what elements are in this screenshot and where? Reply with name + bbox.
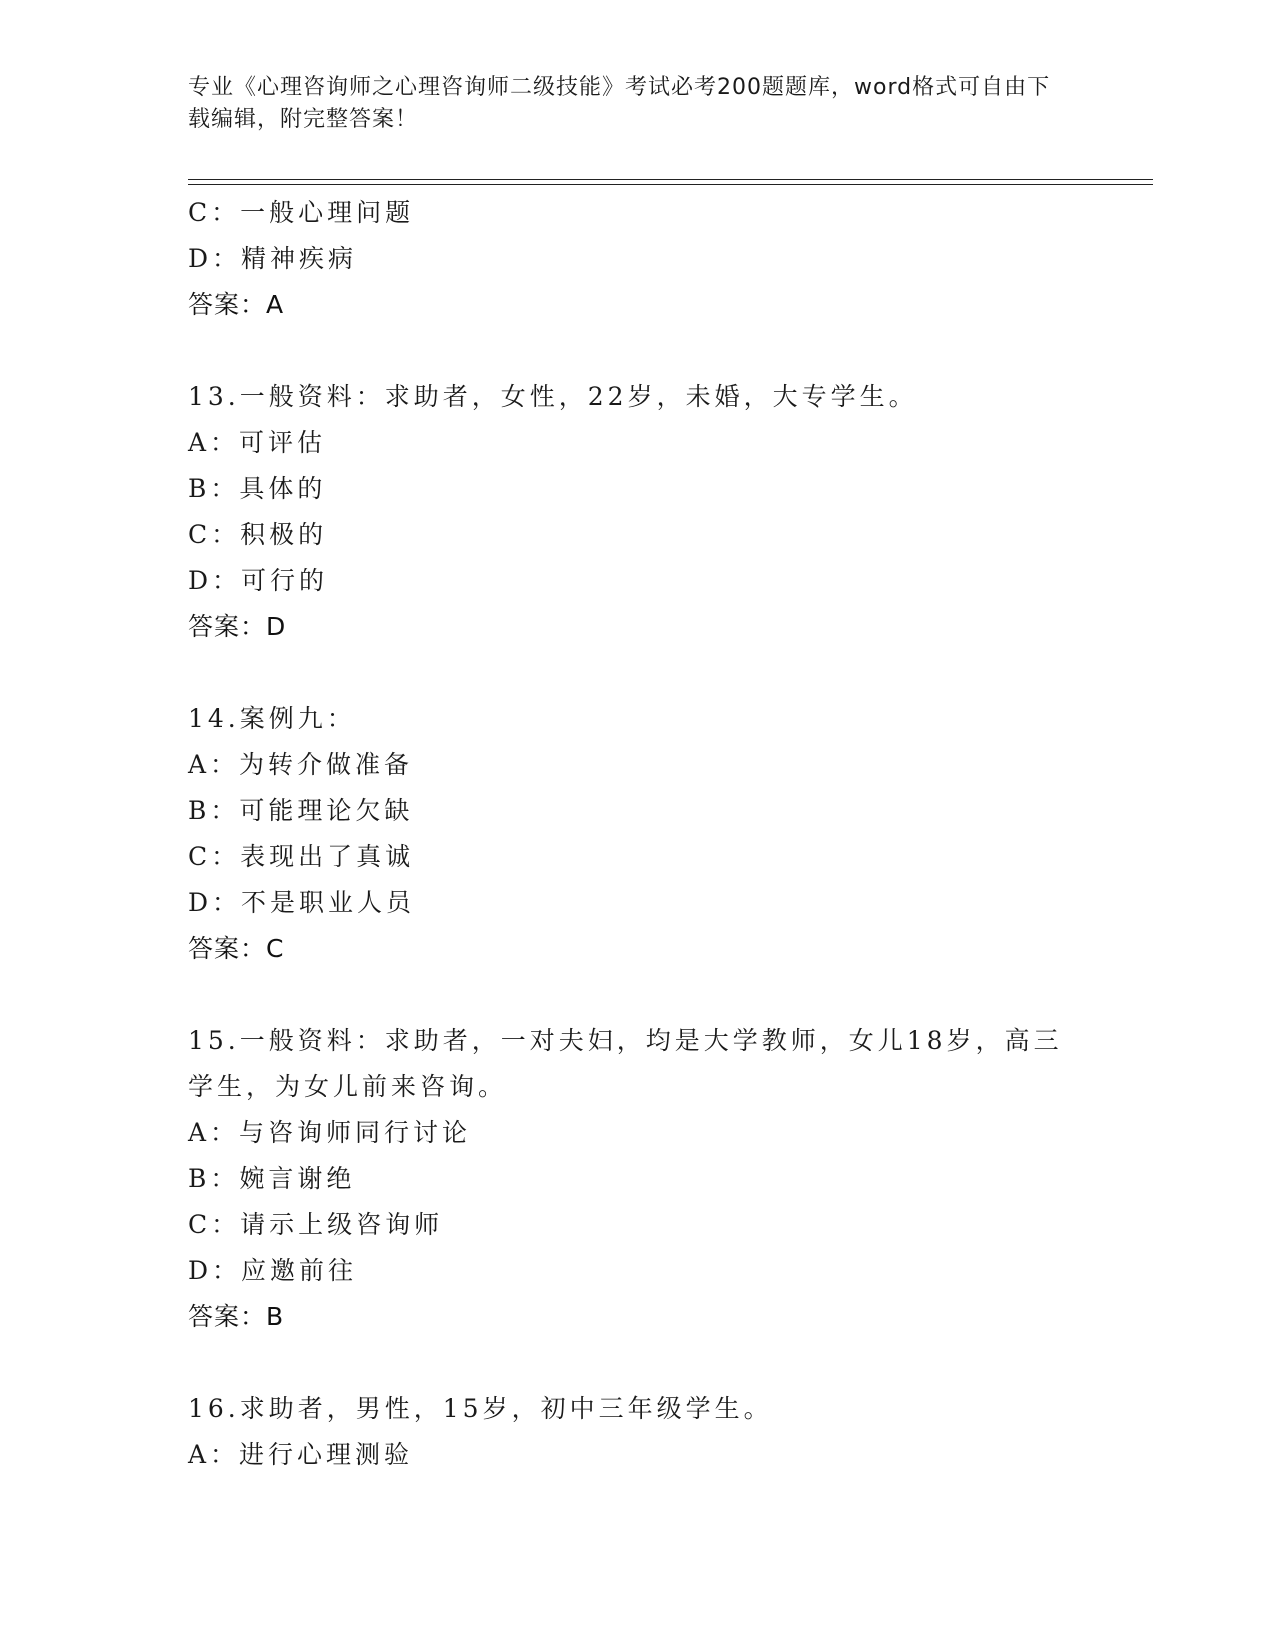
answer-line: 答案：B — [188, 1302, 285, 1331]
option-a: A：为转介做准备 — [188, 750, 414, 779]
spacer — [188, 1340, 1068, 1386]
option-a: A：进行心理测验 — [188, 1440, 414, 1469]
option-b: B：可能理论欠缺 — [188, 796, 414, 825]
question-14: 14.案例九： — [188, 704, 356, 733]
question-list — [188, 190, 1068, 1478]
option-c: C：一般心理问题 — [188, 198, 415, 227]
spacer — [188, 328, 1068, 374]
header-divider-bottom — [188, 184, 1153, 185]
question-15: 15.一般资料：求助者，一对夫妇，均是大学教师，女儿18岁，高三学生，为女儿前来咨询。 — [188, 1026, 1063, 1101]
option-b: B：婉言谢绝 — [188, 1164, 356, 1193]
spacer — [188, 972, 1068, 1018]
answer-line: 答案：D — [188, 612, 287, 641]
option-d: D：应邀前往 — [188, 1256, 358, 1285]
option-a: A：可评估 — [188, 428, 327, 457]
answer-line: 答案：C — [188, 934, 285, 963]
option-d: D：不是职业人员 — [188, 888, 416, 917]
header-divider-top — [188, 179, 1153, 180]
option-c: C：表现出了真诚 — [188, 842, 415, 871]
option-d: D：精神疾病 — [188, 244, 358, 273]
spacer — [188, 650, 1068, 696]
option-c: C：积极的 — [188, 520, 328, 549]
option-a: A：与咨询师同行讨论 — [188, 1118, 472, 1147]
question-13: 13.一般资料：求助者，女性，22岁，未婚，大专学生。 — [188, 382, 918, 411]
option-b: B：具体的 — [188, 474, 327, 503]
question-16: 16.求助者，男性，15岁，初中三年级学生。 — [188, 1394, 773, 1423]
document-header: 专业《心理咨询师之心理咨询师二级技能》考试必考200题题库，word格式可自由下载编辑，附完整答案！ — [188, 75, 1051, 132]
option-d: D：可行的 — [188, 566, 329, 595]
option-c: C：请示上级咨询师 — [188, 1210, 444, 1239]
answer-line: 答案：A — [188, 290, 285, 319]
